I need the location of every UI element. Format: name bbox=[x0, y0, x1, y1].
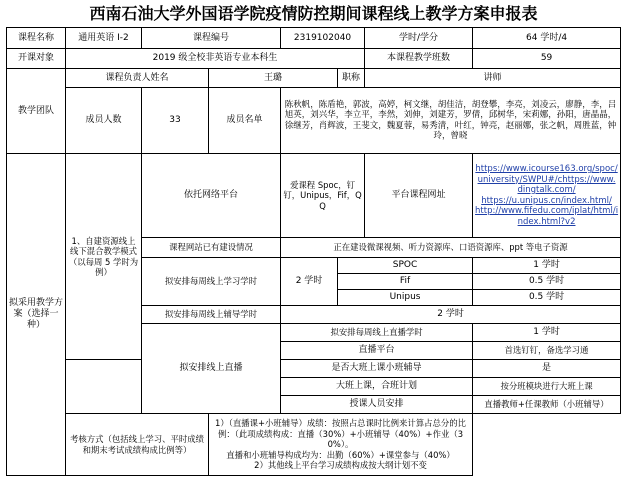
form-title: 西南石油大学外国语学院疫情防控期间课程线上教学方案申报表 bbox=[89, 4, 538, 23]
hours-credit-value: 64 学时/4 bbox=[473, 28, 621, 49]
weekly-tutor-label: 拟安排每周线上辅导学时 bbox=[142, 306, 281, 324]
resources-label: 课程网站已有建设情况 bbox=[142, 238, 281, 258]
live-blank-cell bbox=[66, 360, 142, 414]
assess-value bbox=[209, 414, 473, 476]
plan-option-label: 1、自建资源线上线下混合教学模式（以每周 5 学时为例） bbox=[66, 154, 142, 360]
platform-value: 爱课程 Spoc，钉钉，Unipus，Fif，QQ bbox=[281, 154, 365, 238]
staff-value: 直播教师+任课教师（小班辅导） bbox=[473, 396, 621, 414]
platform-url-label: 平台课程网址 bbox=[365, 154, 473, 238]
plan-label: 拟采用教学方案（选择一种） bbox=[7, 154, 66, 476]
title-rank-value: 讲师 bbox=[365, 69, 621, 88]
live-hours-label: 拟安排每周线上直播学时 bbox=[281, 324, 473, 342]
member-count-value: 33 bbox=[142, 88, 209, 154]
assess-line-2: 直播和小班辅导构成均为：出勤（60%）+课堂参与（40%） bbox=[226, 449, 455, 460]
audience-value: 2019 级全校非英语专业本科生 bbox=[66, 49, 365, 69]
staff-label: 授课人员安排 bbox=[281, 396, 473, 414]
member-count-label: 成员人数 bbox=[66, 88, 142, 154]
hours-credit-label: 学时/学分 bbox=[365, 28, 473, 49]
big-class-value: 按分班模块进行大班上课 bbox=[473, 378, 621, 396]
course-code-label: 课程编号 bbox=[142, 28, 281, 49]
platform-label: 依托网络平台 bbox=[142, 154, 281, 238]
unipus-value: 0.5 学时 bbox=[473, 290, 621, 306]
live-label: 拟安排线上直播 bbox=[142, 324, 281, 414]
spoc-label: SPOC bbox=[338, 258, 473, 274]
leader-name-value: 王璐 bbox=[209, 69, 338, 88]
live-platform-value: 首选钉钉，备选学习通 bbox=[473, 342, 621, 360]
live-hours-value: 1 学时 bbox=[473, 324, 621, 342]
leader-name-label: 课程负责人姓名 bbox=[66, 69, 209, 88]
team-label: 教学团队 bbox=[7, 69, 66, 154]
platform-url-3[interactable]: http://www.fifedu.com/iplat/html/index.html?v2 bbox=[475, 206, 619, 227]
unipus-label: Unipus bbox=[338, 290, 473, 306]
fif-label: Fif bbox=[338, 274, 473, 290]
assess-line-3: 2）其他线上平台学习成绩构成按大纲计划不变 bbox=[254, 460, 427, 471]
assess-line-1: 1）（直播课+小班辅导）成绩：按照占总课时比例来计算占总分的比例：（此项成绩构成：直播（30%）+小班辅导（40%）+作业（30%）。 bbox=[215, 418, 467, 450]
weekly-online-label: 拟安排每周线上学习学时 bbox=[142, 258, 281, 306]
fif-value: 0.5 学时 bbox=[473, 274, 621, 290]
weekly-online-value: 2 学时 bbox=[281, 258, 338, 306]
platform-url-2[interactable]: https://u.unipus.cn/index.html/ bbox=[481, 195, 612, 206]
platform-url-1[interactable]: https://www.icourse163.org/spoc/university/SWPU#/chttps://www.dingtalk.com/ bbox=[475, 164, 618, 195]
small-class-label: 是否大班上课小班辅导 bbox=[281, 360, 473, 378]
audience-label: 开课对象 bbox=[7, 49, 66, 69]
live-platform-label: 直播平台 bbox=[281, 342, 473, 360]
class-count-label: 本课程教学班数 bbox=[365, 49, 473, 69]
application-form-table bbox=[6, 27, 621, 476]
weekly-tutor-value: 2 学时 bbox=[281, 306, 621, 324]
course-name-label: 课程名称 bbox=[7, 28, 66, 49]
course-name-value: 通用英语 I-2 bbox=[66, 28, 142, 49]
member-names-value: 陈秋帆，陈盾艳，郭波，高婷，柯文继，胡佳洁，胡登攀，李亮，刘凌云，廖静，李，吕旭英，刘兴华，李立平，李然，刘伸，刘建芳，罗倩，邱树华，宋莉娜，孙阳，唐晶晶，徐继芳，肖辉波，王斐文，魏夏蓉，易秀清，叶红，钟亮，赵丽娜，张之帆，周胜蓝，钟玲，曾晓 bbox=[281, 88, 621, 154]
resources-value: 正在建设微课视频、听力资源库、口语资源库、ppt 等电子资源 bbox=[281, 238, 621, 258]
assess-label: 考核方式（包括线上学习、平时成绩和期末考试成绩构成比例等） bbox=[66, 414, 209, 476]
member-names-label: 成员名单 bbox=[209, 88, 281, 154]
title-rank-label: 职称 bbox=[338, 69, 365, 88]
course-code-value: 2319102040 bbox=[281, 28, 365, 49]
spoc-value: 1 学时 bbox=[473, 258, 621, 274]
small-class-value: 是 bbox=[473, 360, 621, 378]
big-class-label: 大班上课，合班计划 bbox=[281, 378, 473, 396]
platform-url-list bbox=[473, 154, 621, 238]
class-count-value: 59 bbox=[473, 49, 621, 69]
